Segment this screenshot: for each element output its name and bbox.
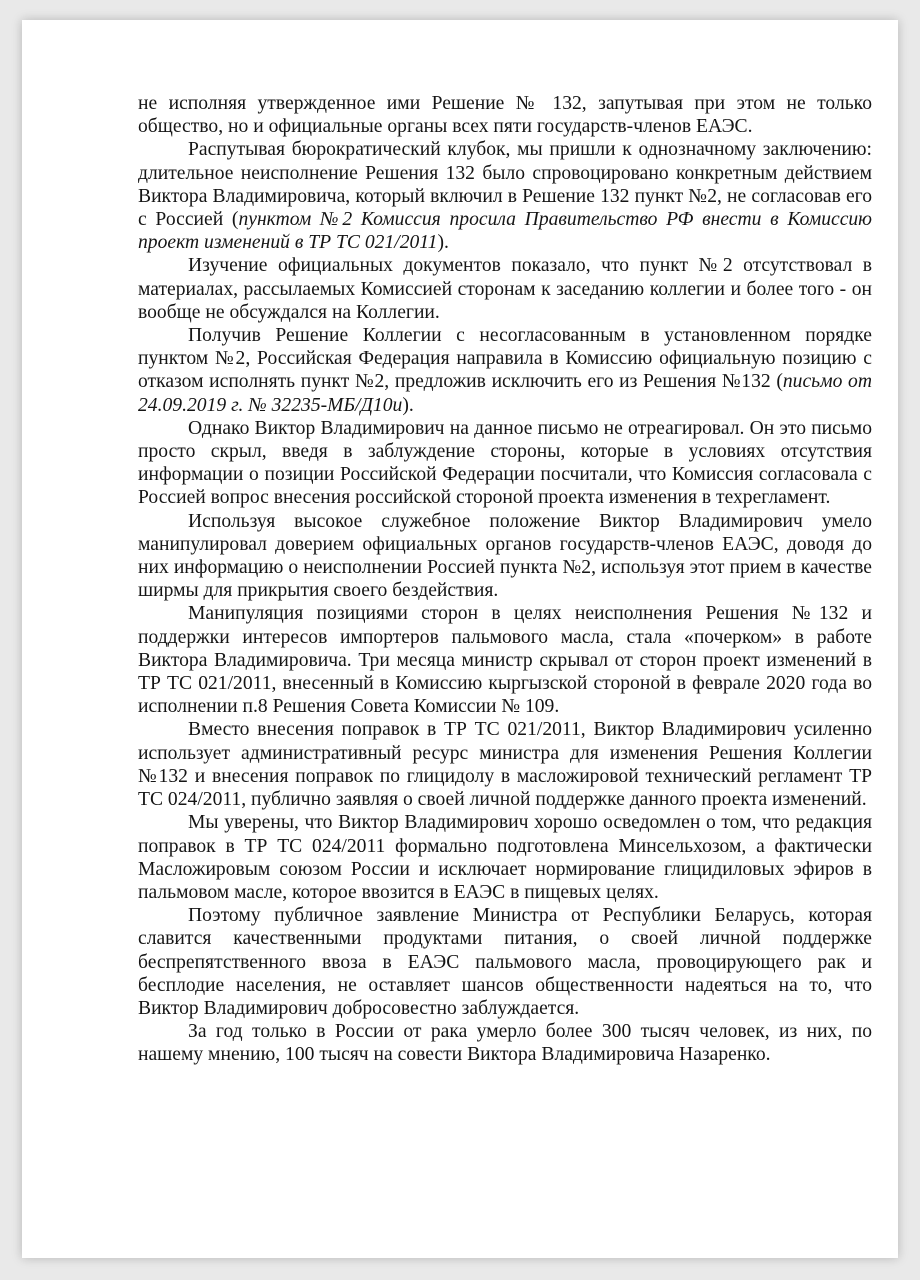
paragraph: [138, 417, 872, 510]
paragraph-text: Вместо внесения поправок в ТР ТС 021/2011, Виктор Владимирович усиленно использует административный ресурс министра для изменения Решения Коллегии №132 и внесения поправок по глицидолу в масложировой технический регламент ТР ТС 024/2011, публично заявляя о своей личной поддержке данного проекта изменений.: [138, 719, 872, 811]
paragraph-text: Манипуляция позициями сторон в целях неисполнения Решения №132 и поддержки интересов импортеров пальмового масла, стала «почерком» в работе Виктора Владимировича. Три месяца министр скрывал от сторон проект изменений в ТР ТС 021/2011, внесенный в Комиссию кыргызской стороной в феврале 2020 года во исполнении п.8 Решения Совета Комиссии № 109.: [138, 603, 872, 718]
paragraph-text: Изучение официальных документов показало, что пункт №2 отсутствовал в материалах, рассылаемых Комиссией сторонам к заседанию коллегии и более того - он вообще не обсуждался на Коллегии.: [138, 255, 872, 323]
paragraph: [138, 904, 872, 1020]
paragraph-text: Однако Виктор Владимирович на данное письмо не отреагировал. Он это письмо просто скрыл, введя в заблуждение стороны, которые в условиях отсутствия информации о позиции Российской Федерации посчитали, что Комиссия согласовала с Россией вопрос внесения российской стороной проекта изменения в техрегламент.: [138, 417, 872, 509]
paragraph-text: Получив Решение Коллегии с несогласованным в установленном порядке пунктом №2, Российская Федерация направила в Комиссию официальную позицию с отказом исполнять пункт №2, предложив исключить его из Решения №132 (: [138, 325, 872, 393]
paragraph: [138, 602, 872, 718]
paragraph-text: Используя высокое служебное положение Виктор Владимирович умело манипулировал доверием официальных органов государств-членов ЕАЭС, доводя до них информацию о неисполнении Россией пункта №2, используя этот прием в качестве ширмы для прикрытия своего бездействия.: [138, 510, 872, 602]
paragraph: [138, 138, 872, 254]
paragraph-text: ).: [402, 394, 414, 416]
paragraph-text: ).: [437, 232, 449, 254]
document-body: [138, 92, 872, 1067]
paragraph: [138, 510, 872, 603]
paragraph: [138, 324, 872, 417]
paragraph: [138, 718, 872, 811]
paragraph-text: Мы уверены, что Виктор Владимирович хорошо осведомлен о том, что редакция поправок в ТР ТС 024/2011 формально подготовлена Минсельхозом, а фактически Масложировым союзом России и исключает нормирование глицидиловых эфиров в пальмовом масле, которое ввозится в ЕАЭС в пищевых целях.: [138, 812, 872, 903]
document-page: [22, 20, 898, 1258]
paragraph: [138, 1020, 872, 1066]
paragraph-text: Поэтому публичное заявление Министра от Республики Беларусь, которая славится качественными продуктами питания, о своей личной поддержке беспрепятственного ввоза в ЕАЭС пальмового масла, провоцирующего рак и бесплодие населения, не оставляет шансов общественности надеяться на то, что Виктор Владимирович добросовестно заблуждается.: [138, 905, 872, 1019]
italic-reference: пунктом №2 Комиссия просила Правительство РФ внести в Комиссию проект изменений в ТР ТС 021/2011: [138, 209, 872, 254]
paragraph-text: не исполняя утвержденное ими Решение № 132, запутывая при этом не только общество, но и официальные органы всех пяти государств-членов ЕАЭС.: [138, 93, 872, 138]
paragraph: [138, 811, 872, 904]
paragraph-text: Распутывая бюрократический клубок, мы пришли к однозначному заключению: длительное неисполнение Решения 132 было спровоцировано конкретным действием Виктора Владимировича, который включил в Решение 132 пункт №2, не согласовав его с Россией (: [138, 139, 872, 231]
italic-reference: письмо от 24.09.2019 г. № 32235-МБ/Д10и: [138, 371, 872, 416]
paragraph-text: За год только в России от рака умерло более 300 тысяч человек, из них, по нашему мнению, 100 тысяч на совести Виктора Владимировича Назаренко.: [138, 1021, 872, 1066]
paragraph: [138, 254, 872, 324]
paragraph: [138, 92, 872, 138]
